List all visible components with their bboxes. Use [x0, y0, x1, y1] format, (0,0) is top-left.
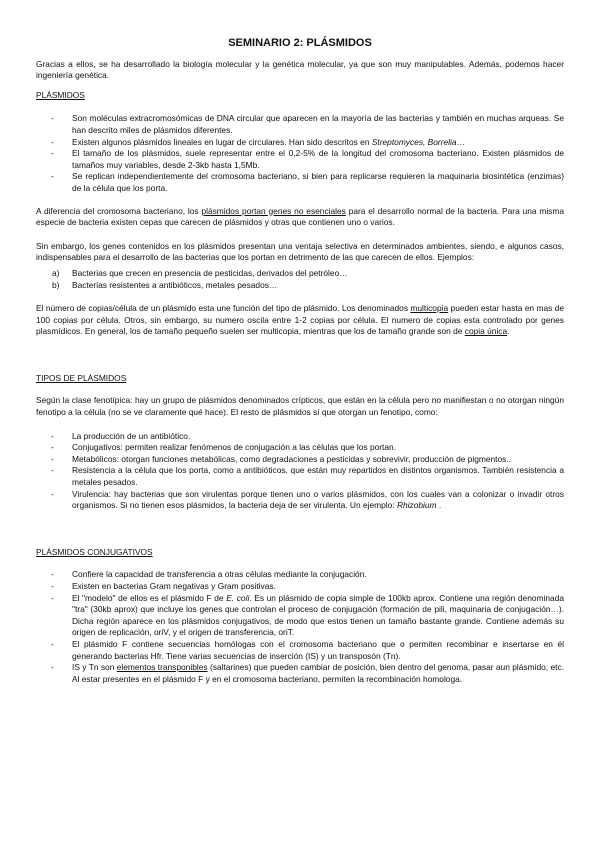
list-item: - Existen algunos plásmidos lineales en lugar de circulares. Han sido descritos en Streptomyces, Borrelia…: [36, 137, 564, 149]
paragraph-genes-no-esenciales: A diferencia del cromosoma bacteriano, los plásmidos portan genes no esenciales para el desarrollo normal de la bacteria. Para una misma especie de bacteria existen cepas que carecen de plásmidos y otras que contienen uno o varios.: [36, 205, 565, 228]
paragraph-numero-copias: El número de copias/célula de un plásmido esta une función del tipo de plásmido. Los denominados multicopia pueden estar hasta en mas de 100 copias por célula. Otros, sin embargo, su numero oscila entre 1-2 copias por célula. El numero de copias esta controlado por genes plasmídicos. En general, los de tamaño pequeño suelen ser multicopia, mientras que los de tamaño grande son de copia única.: [36, 303, 564, 337]
page-title: SEMINARIO 2: PLÁSMIDOS: [228, 37, 372, 49]
list-item: b) Bacterias resistentes a antibióticos, metales pesados…: [52, 279, 278, 290]
list-item: - La producción de un antibiótico.: [36, 431, 564, 443]
list-item: - Resistencia a la célula que los porta, como a antibióticos, que están muy repartidos en distintos organismos. También resistencia a metales pesados.: [36, 465, 564, 488]
list-item: - Metabólicos: otorgan funciones metabólicas, como degradaciones a pesticidas y sobrevivir, producción de pigmentos..: [36, 454, 564, 466]
list-item: - Conjugativos: permiten realizar fenómenos de conjugación a las células que los portan.: [36, 442, 564, 454]
list-item: - IS y Tn son elementos transponibles (saltarines) que pueden cambiar de posición, bien dentro del genoma, pasar aun plásmido, etc. Al estar presentes en el plásmido F y en el cromosoma bacteriano, permiten la recombinación homologa.: [36, 662, 564, 685]
list-item: - Virulencia: hay bacterias que son virulentas porque tienen uno o varios plásmidos, con los cuales van a colonizar o invadir otros organismos. Si no tienen esos plásmidos, la bacteria deja de ser virulenta. Un ejemplo: Rhizobium .: [36, 489, 564, 512]
paragraph-clase-fenotipica: Según la clase fenotípica: hay un grupo de plásmidos denominados crípticos, que están en la célula pero no manifiestan o no otorgan ningún fenotipo a la célula (no se ve claramente qué hace). El resto de plásmidos sí que otorgan un fenotipo, como:: [36, 395, 564, 418]
list-item: a) Bacterias que crecen en presencia de pesticidas, derivados del petróleo…: [52, 267, 348, 278]
section-heading-tipos: TIPOS DE PLÁSMIDOS: [36, 372, 127, 383]
list-item: - Existen en bacterias Gram negativas y Gram positivas.: [36, 581, 564, 593]
conjugativos-list: [36, 569, 564, 685]
examples-list: [36, 268, 564, 291]
section-heading-conjugativos: PLÁSMIDOS CONJUGATIVOS: [36, 546, 153, 557]
list-item: - Confiere la capacidad de transferencia a otras células mediante la conjugación.: [36, 569, 564, 581]
list-item: - El plásmido F contiene secuencias homólogas con el cromosoma bacteriano que o permiten recombinar e insertarse en él generando bacterias Hfr. Tiene varias secuencias de inserción (IS) y un transposón (Tn).: [36, 639, 564, 662]
list-item: - El "modelo" de ellos es el plásmido F de E. coli. Es un plásmido de copia simple de 100kb aprox. Contiene una región denominada "tra" (30kb aprox) que incluye los genes que controlan el proceso de conjugación (formación de pili, maquinaria de conjugación…). Dicha región aparece en los plásmidos conjugativos, de modo que estos tienen un tamaño bastante grande. Contiene además su origen de replicación, oriV, y el origen de transferencia, oriT.: [36, 593, 564, 639]
list-item: - Son moléculas extracromosómicas de DNA circular que aparecen en la mayoría de las bacterias y también en muchas arqueas. Se han descrito miles de plásmidos diferentes.: [36, 113, 564, 136]
plasmidos-list: [36, 113, 564, 194]
section-heading-plasmidos: PLÁSMIDOS: [36, 89, 85, 100]
list-item: - Se replican independientemente del cromosoma bacteriano, si bien para replicarse requieren la maquinaria biosintética (enzimas) de la célula que los porta.: [36, 171, 564, 194]
intro-paragraph: Gracias a ellos, se ha desarrollado la biología molecular y la genética molecular, ya que son muy manipulables. Además, podemos hacer ingeniería genética.: [36, 58, 564, 81]
list-item: - El tamaño de los plásmidos, suele representar entre el 0,2-5% de la longitud del cromosoma bacteriano. Existen plásmidos de tamaños muy variables, desde 2-3kb hasta 1,5Mb.: [36, 148, 564, 171]
tipos-list: [36, 431, 564, 512]
paragraph-ventaja-selectiva: Sin embargo, los genes contenidos en los plásmidos presentan una ventaja selectiva en determinados ambientes, siendo, e algunos casos, indispensables para el desarrollo de las bacterias que los portan en detrimento de las que carecen de ellos. Ejemplos:: [36, 240, 564, 263]
